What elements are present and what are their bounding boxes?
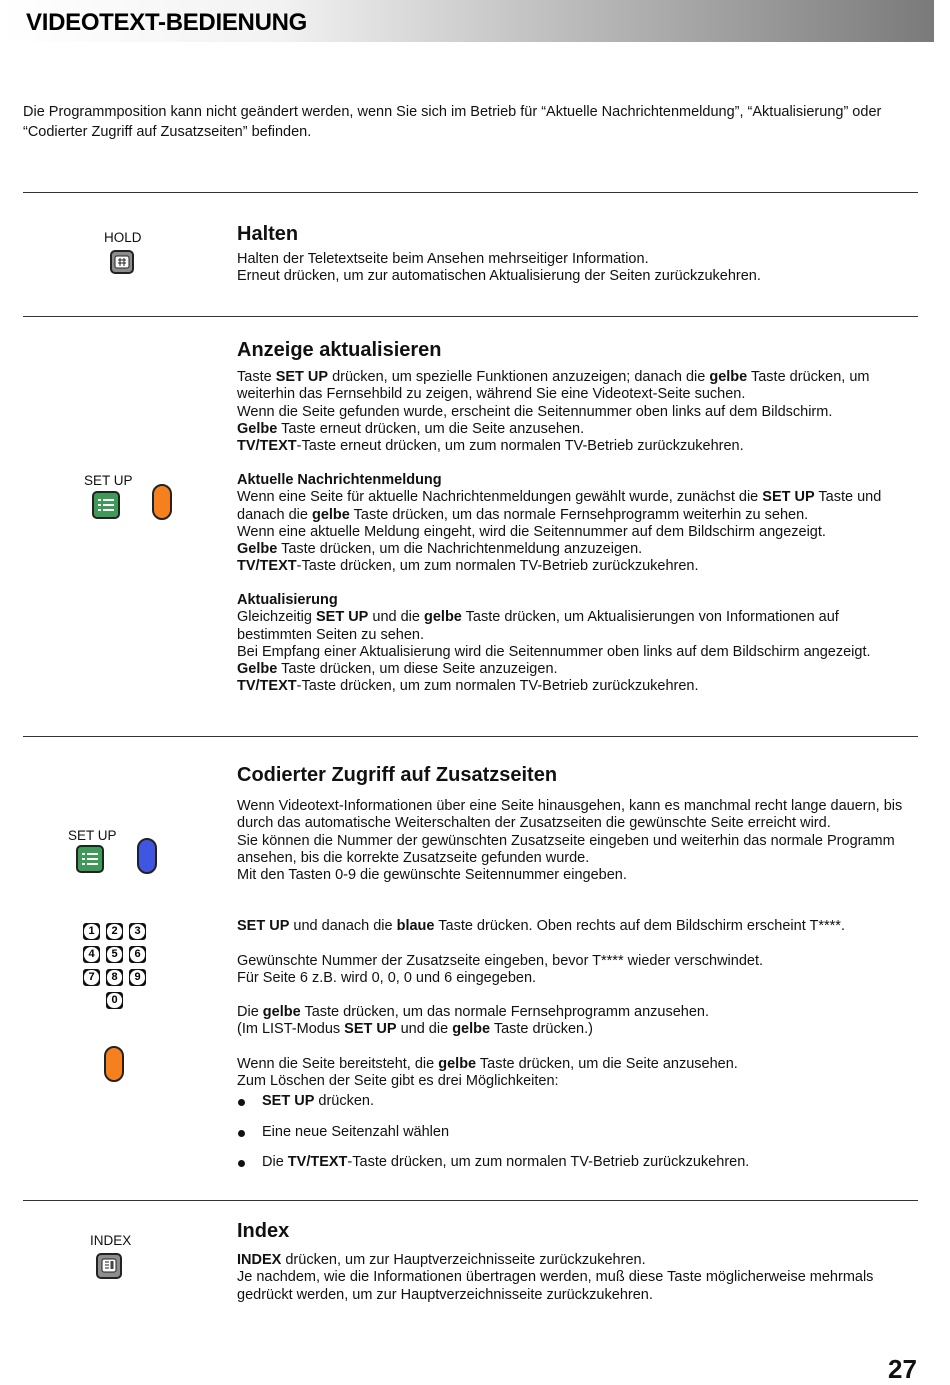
key-2[interactable]: 2 xyxy=(106,923,123,940)
key-3[interactable]: 3 xyxy=(129,923,146,940)
list-item: Die TV/TEXT-Taste drücken, um zum normalen TV-Betrieb zurückzukehren. xyxy=(237,1154,907,1185)
key-6[interactable]: 6 xyxy=(129,946,146,963)
section-title-halten: Halten xyxy=(237,223,299,245)
index-label: INDEX xyxy=(90,1233,132,1248)
key-8[interactable]: 8 xyxy=(106,969,123,986)
codiert-step1: SET UP und danach die blaue Taste drücken. Oben rechts auf dem Bildschirm erscheint T****. xyxy=(237,918,845,934)
section-title-index: Index xyxy=(237,1220,290,1242)
key-5[interactable]: 5 xyxy=(106,946,123,963)
list-icon xyxy=(81,851,99,867)
halten-line: Halten der Teletextseite beim Ansehen mehrseitiger Information. xyxy=(237,251,649,267)
divider xyxy=(23,736,918,737)
yellow-button[interactable] xyxy=(104,1046,124,1082)
halten-text xyxy=(237,251,907,286)
setup-label: SET UP xyxy=(68,828,117,843)
hold-button[interactable] xyxy=(110,250,134,274)
index-text: INDEX drücken, um zur Hauptverzeichnisseite zurückzukehren. Je nachdem, wie die Informationen übertragen werden, muß diese Taste möglicherweise mehrmals gedrückt werden, um zur Hauptverzeichnisseite zurückzukehren. xyxy=(237,1252,874,1303)
list-item: Eine neue Seitenzahl wählen xyxy=(237,1124,907,1155)
key-9[interactable]: 9 xyxy=(129,969,146,986)
codiert-intro: Wenn Videotext-Informationen über eine Seite hinausgehen, kann es manchmal recht lange dauern, bis durch das automatische Weiterschalten der Zusatzseiten die gewünschte Seite erreicht wird. Sie können die Nummer der gewünschten Zusatzseite eingeben und weiterhin das normale Programm ansehen, bis die korrekte Zusatzseite gefunden wurde. Mit den Tasten 0-9 die gewünschte Seitennummer eingeben. xyxy=(237,798,903,884)
page-number: 27 xyxy=(888,1354,917,1384)
halten-line: Erneut drücken, um zur automatischen Aktualisierung der Seiten zurückzukehren. xyxy=(237,268,761,285)
blue-button[interactable] xyxy=(137,838,157,874)
anzeige-text: Taste SET UP drücken, um spezielle Funktionen anzuzeigen; danach die gelbe Taste drücken, um weiterhin das Fernsehbild zu zeigen, während Sie eine Videotext-Seite suchen. Wenn die Seite gefunden wurde, erscheint die Seitennummer oben links auf dem Bildschirm. Gelbe Taste erneut drücken, um die Seite anzusehen. TV/TEXT-Taste erneut drücken, um zum normalen TV-Betrieb zurückzukehren. xyxy=(237,369,870,455)
index-icon xyxy=(100,1257,118,1275)
bullet-icon xyxy=(238,1160,245,1167)
codiert-step4: Wenn die Seite bereitsteht, die gelbe Taste drücken, um die Seite anzusehen. Zum Löschen der Seite gibt es drei Möglichkeiten: xyxy=(237,1056,738,1090)
update-text: Aktualisierung Gleichzeitig SET UP und die gelbe Taste drücken, um Aktualisierungen von Informationen auf bestimmten Seiten zu sehen. Bei Empfang einer Aktualisierung wird die Seitennummer oben links auf dem Bildschirm angezeigt. Gelbe Taste drücken, um diese Seite anzuzeigen. TV/TEXT-Taste drücken, um zum normalen TV-Betrieb zurückzukehren. xyxy=(237,592,871,695)
page-header xyxy=(0,0,934,42)
key-4[interactable]: 4 xyxy=(83,946,100,963)
bullet-icon xyxy=(238,1130,245,1137)
update-heading: Aktualisierung xyxy=(237,592,338,608)
divider xyxy=(23,192,918,193)
section-title-codiert: Codierter Zugriff auf Zusatzseiten xyxy=(237,764,558,786)
setup-button[interactable] xyxy=(76,845,104,873)
key-7[interactable]: 7 xyxy=(83,969,100,986)
intro-text: Die Programmposition kann nicht geändert werden, wenn Sie sich im Betrieb für “Aktuelle Nachrichtenmeldung”, “Aktualisierung” oder “Codierter Zugriff auf Zusatzseiten” befinden. xyxy=(23,104,882,140)
codiert-step2: Gewünschte Nummer der Zusatzseite eingeben, bevor T**** wieder verschwindet. Für Seite 6 z.B. wird 0, 0, 0 und 6 eingegeben. xyxy=(237,953,764,987)
key-0[interactable]: 0 xyxy=(106,992,123,1009)
delete-options-list xyxy=(237,1093,907,1185)
index-button[interactable] xyxy=(96,1253,122,1279)
section-title-anzeige: Anzeige aktualisieren xyxy=(237,339,442,361)
setup-button[interactable] xyxy=(92,491,120,519)
bullet-icon xyxy=(238,1099,245,1106)
hold-label: HOLD xyxy=(104,230,142,245)
hold-icon xyxy=(114,254,130,270)
yellow-button[interactable] xyxy=(152,484,172,520)
news-heading: Aktuelle Nachrichtenmeldung xyxy=(237,472,442,488)
setup-label: SET UP xyxy=(84,473,133,488)
codiert-step3: Die gelbe Taste drücken, um das normale Fernsehprogramm anzusehen. (Im LIST-Modus SET UP und die gelbe Taste drücken.) xyxy=(237,1004,710,1038)
page-title: VIDEOTEXT-BEDIENUNG xyxy=(26,9,307,36)
divider xyxy=(23,1200,918,1201)
divider xyxy=(23,316,918,317)
news-text: Aktuelle Nachrichtenmeldung Wenn eine Seite für aktuelle Nachrichtenmeldungen gewählt wurde, zunächst die SET UP Taste und danach die gelbe Taste drücken, um das normale Fernsehprogramm weiterhin zu sehen. Wenn eine aktuelle Meldung eingeht, wird die Seitennummer auf dem Bildschirm angezeigt. Gelbe Taste drücken, um die Nachrichtenmeldung anzuzeigen. TV/TEXT-Taste drücken, um zum normalen TV-Betrieb zurückzukehren. xyxy=(237,472,882,575)
list-item: SET UP drücken. xyxy=(237,1093,907,1124)
key-1[interactable]: 1 xyxy=(83,923,100,940)
list-icon xyxy=(97,497,115,513)
